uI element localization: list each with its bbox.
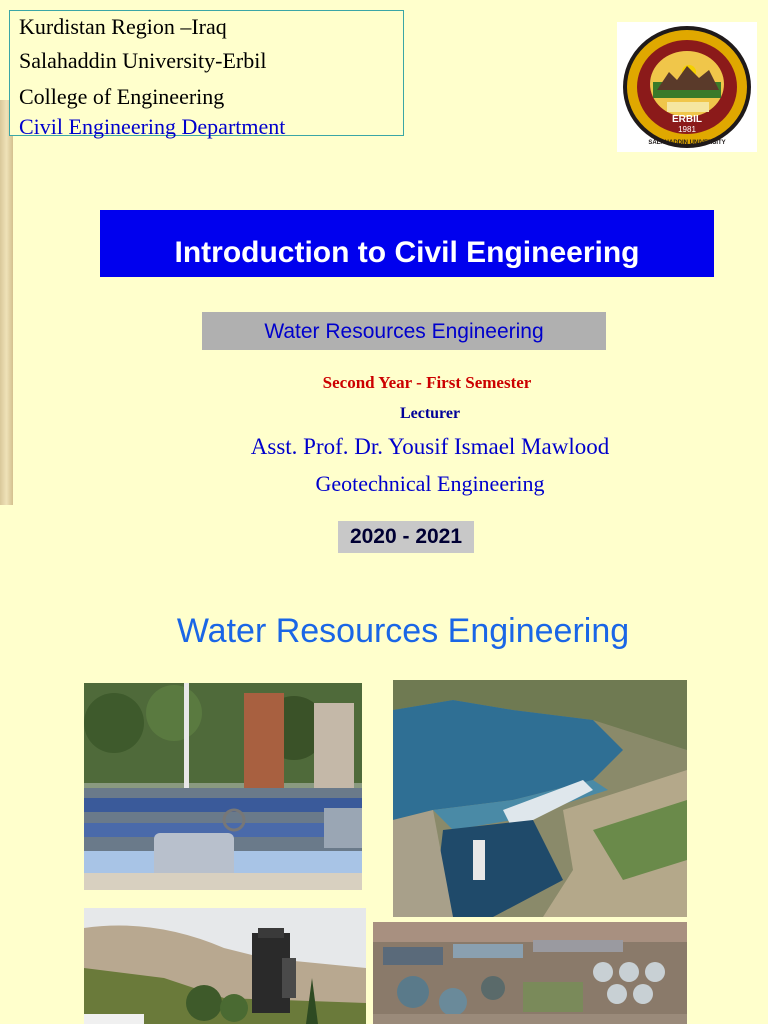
department-label: Civil Engineering Department [19, 114, 286, 139]
university-label: Salahaddin University-Erbil [19, 48, 267, 73]
university-logo [617, 22, 757, 152]
institution-header [9, 10, 404, 139]
year-semester-label: Second Year - First Semester [322, 373, 532, 392]
lecturer-heading: Lecturer [399, 405, 461, 422]
lecturer-name: Asst. Prof. Dr. Yousif Ismael Mawlood [250, 434, 610, 459]
college-label: College of Engineering [19, 84, 225, 109]
region-label: Kurdistan Region –Iraq [19, 14, 227, 39]
lecturer-department: Geotechnical Engineering [315, 471, 545, 496]
salahaddin-university-seal-icon [617, 22, 757, 152]
course-title: Introduction to Civil Engineering [174, 236, 640, 269]
course-title-bar [100, 210, 714, 277]
logo-year-text: 1981 [678, 125, 696, 134]
logo-university-text: SALAHADDIN UNIVERSITY [648, 140, 726, 146]
wastewater-treatment-plant-aerial-photo [373, 922, 687, 1024]
subject-label: Water Resources Engineering [202, 312, 606, 350]
pump-hillside-photo [84, 908, 366, 1024]
pumping-station-pipes-photo [84, 683, 362, 890]
section-heading: Water Resources Engineering [176, 612, 630, 650]
academic-year-badge: 2020 - 2021 [338, 521, 474, 553]
logo-erbil-text: ERBIL [672, 114, 702, 125]
dam-reservoir-aerial-photo [393, 680, 687, 917]
